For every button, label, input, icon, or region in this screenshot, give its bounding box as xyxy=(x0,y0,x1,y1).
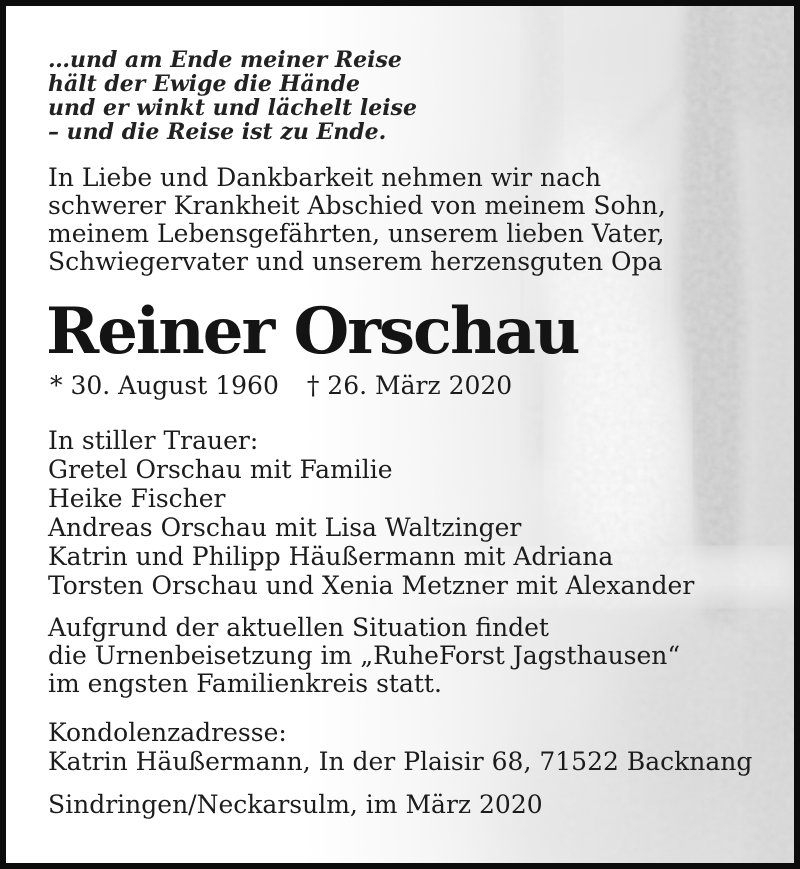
birth-date: * 30. August 1960 xyxy=(50,371,279,400)
intro-line: Schwiegervater und unserem herzensguten Opa xyxy=(48,247,663,276)
intro-line: In Liebe und Dankbarkeit nehmen wir nach xyxy=(48,163,602,192)
poem-line: – und die Reise ist zu Ende. xyxy=(48,119,387,145)
condolence-section xyxy=(48,718,752,776)
funeral-line: die Urnenbeisetzung im „RuheForst Jagsthausen“ xyxy=(48,641,681,670)
intro-line: schwerer Krankheit Abschied von meinem Sohn, xyxy=(48,191,666,220)
poem-line: …und am Ende meiner Reise xyxy=(48,47,402,73)
life-dates xyxy=(50,372,512,400)
poem-line: hält der Ewige die Hände xyxy=(48,71,360,97)
funeral-line: Aufgrund der aktuellen Situation findet xyxy=(48,613,549,642)
death-date: † 26. März 2020 xyxy=(306,371,513,400)
funeral-line: im engsten Familienkreis statt. xyxy=(48,669,442,698)
funeral-info xyxy=(48,614,680,698)
mourner-name: Heike Fischer xyxy=(48,484,226,513)
place-and-date: Sindringen/Neckarsulm, im März 2020 xyxy=(48,790,543,819)
mourners-list xyxy=(48,426,694,600)
mourner-name: Torsten Orschau und Xenia Metzner mit Alexander xyxy=(48,571,695,600)
deceased-name: Reiner Orschau xyxy=(46,294,579,369)
mourner-name: Andreas Orschau mit Lisa Waltzinger xyxy=(48,513,522,542)
obituary-content xyxy=(6,6,794,863)
intro-line: meinem Lebensgefährten, unserem lieben Vater, xyxy=(48,219,665,248)
obituary-notice xyxy=(6,6,794,863)
mourners-label: In stiller Trauer: xyxy=(48,426,259,455)
mourner-name: Katrin und Philipp Häußermann mit Adriana xyxy=(48,542,614,571)
opening-poem xyxy=(48,48,417,144)
condolence-address: Katrin Häußermann, In der Plaisir 68, 71522 Backnang xyxy=(48,747,753,776)
condolence-label: Kondolenzadresse: xyxy=(48,718,287,747)
poem-line: und er winkt und lächelt leise xyxy=(48,95,417,121)
intro-paragraph xyxy=(48,164,666,276)
mourner-name: Gretel Orschau mit Familie xyxy=(48,455,393,484)
